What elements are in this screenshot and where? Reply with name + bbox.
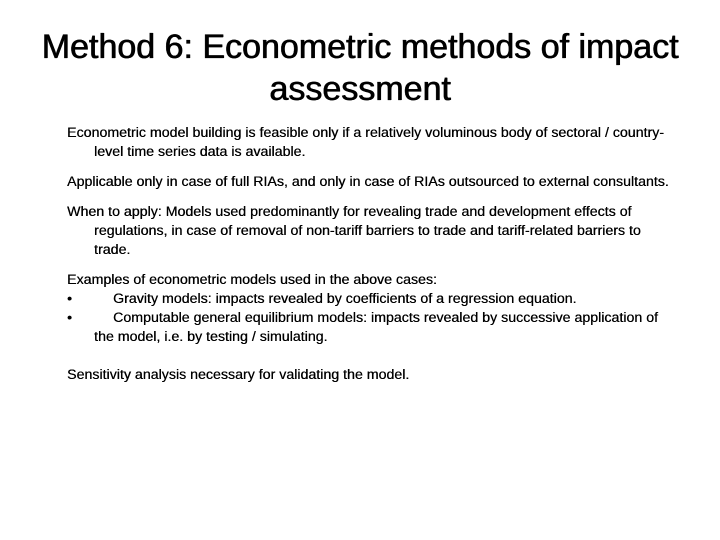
bullet-icon: • <box>67 291 72 307</box>
paragraph-when-to-apply: When to apply: Models used predominantly for revealing trade and development effects of regulations, in case of removal of non-tariff barriers to trade and tariff-related barriers to trade. <box>67 204 641 258</box>
bullet-item-gravity-models <box>67 290 677 309</box>
bullet-text: Computable general equilibrium models: impacts revealed by successive application of the model, i.e. by testing / simulating. <box>94 310 658 345</box>
slide-body <box>67 124 677 396</box>
examples-intro: Examples of econometric models used in the above cases: <box>67 272 437 288</box>
bullet-item-cge-models <box>67 309 677 347</box>
spacer <box>67 347 677 366</box>
bullet-icon: • <box>67 310 72 326</box>
paragraph-applicability: Applicable only in case of full RIAs, and only in case of RIAs outsourced to external consultants. <box>67 174 669 190</box>
slide-title: Method 6: Econometric methods of impact assessment <box>41 28 679 108</box>
bullet-text: Gravity models: impacts revealed by coefficients of a regression equation. <box>113 291 577 307</box>
paragraph-data-requirement: Econometric model building is feasible only if a relatively voluminous body of sectoral / country-level time series data is available. <box>67 125 664 160</box>
paragraph-sensitivity-analysis: Sensitivity analysis necessary for validating the model. <box>67 367 410 383</box>
